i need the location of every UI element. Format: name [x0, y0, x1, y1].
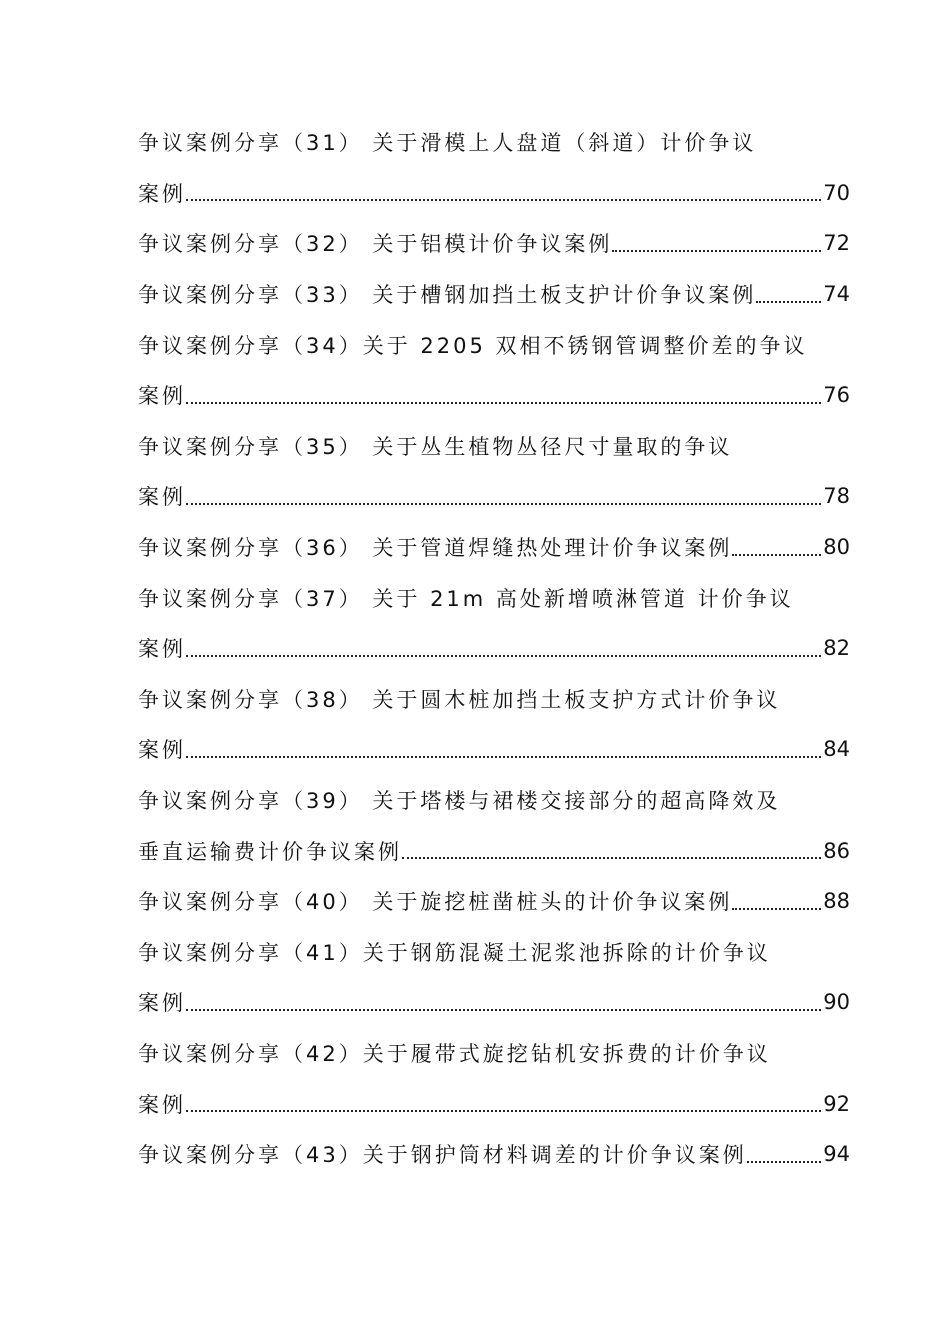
- dot-leader: [186, 1093, 821, 1114]
- dot-leader: [186, 739, 821, 760]
- toc-entry-title: 争议案例分享（32） 关于铝模计价争议案例: [138, 232, 613, 257]
- toc-entry-41-line1[interactable]: [138, 927, 850, 978]
- toc-entry-33[interactable]: [138, 269, 850, 320]
- toc-page-number: 74: [823, 282, 850, 307]
- toc-entry-title-cont: 案例: [138, 384, 186, 409]
- dot-leader: [747, 1144, 822, 1165]
- toc-entry-42-line2[interactable]: [138, 1078, 850, 1129]
- toc-page-number: 90: [823, 990, 850, 1015]
- toc-page-number: 76: [823, 383, 850, 408]
- toc-page-number: 92: [823, 1091, 850, 1116]
- toc-entry-34-line2[interactable]: [138, 370, 850, 421]
- toc-entry-title-cont: 案例: [138, 485, 186, 510]
- dot-leader: [186, 992, 821, 1013]
- toc-entry-title: 争议案例分享（35） 关于丛生植物丛径尺寸量取的争议: [138, 434, 733, 459]
- toc-entry-title-cont: 案例: [138, 1092, 186, 1117]
- toc-entry-34-line1[interactable]: [138, 319, 850, 370]
- dot-leader: [732, 537, 821, 558]
- toc-entry-title: 争议案例分享（40） 关于旋挖桩凿桩头的计价争议案例: [138, 890, 733, 915]
- toc-entry-35-line2[interactable]: [138, 471, 850, 522]
- toc-page-number: 94: [823, 1142, 850, 1167]
- toc-entry-32[interactable]: [138, 218, 850, 269]
- toc-page-number: 80: [823, 535, 850, 560]
- toc-entry-38-line1[interactable]: [138, 674, 850, 725]
- toc-page-number: 86: [823, 838, 850, 863]
- toc-entry-title: 争议案例分享（34）关于 2205 双相不锈钢管调整价差的争议: [138, 333, 808, 358]
- toc-entry-title: 争议案例分享（33） 关于槽钢加挡土板支护计价争议案例: [138, 283, 757, 308]
- toc-entry-title: 争议案例分享（36） 关于管道焊缝热处理计价争议案例: [138, 536, 733, 561]
- dot-leader: [186, 486, 821, 507]
- toc-entry-31-line2[interactable]: [138, 168, 850, 219]
- toc-entry-42-line1[interactable]: [138, 1028, 850, 1079]
- toc-entry-title: 争议案例分享（41）关于钢筋混凝土泥浆池拆除的计价争议: [138, 940, 771, 965]
- toc-entry-37-line1[interactable]: [138, 572, 850, 623]
- toc-entry-35-line1[interactable]: [138, 421, 850, 472]
- toc-entry-title-cont: 案例: [138, 637, 186, 662]
- toc-page-number: 78: [823, 484, 850, 509]
- dot-leader: [186, 385, 821, 406]
- toc-entry-31-line1[interactable]: [138, 117, 850, 168]
- toc-entry-title-cont: 案例: [138, 181, 186, 206]
- toc-entry-43[interactable]: [138, 1129, 850, 1180]
- toc-page-number: 72: [823, 231, 850, 256]
- dot-leader: [756, 284, 821, 305]
- toc-entry-title: 争议案例分享（43）关于钢护筒材料调差的计价争议案例: [138, 1143, 747, 1168]
- toc-entry-title-cont: 垂直运输费计价争议案例: [138, 839, 402, 864]
- toc-entry-title: 争议案例分享（38） 关于圆木桩加挡土板支护方式计价争议: [138, 687, 781, 712]
- toc-entry-39-line1[interactable]: [138, 775, 850, 826]
- dot-leader: [612, 233, 821, 254]
- toc-entry-39-line2[interactable]: [138, 825, 850, 876]
- toc-page-number: 88: [823, 889, 850, 914]
- toc-entry-title: 争议案例分享（31） 关于滑模上人盘道（斜道）计价争议: [138, 131, 757, 156]
- toc-page-number: 82: [823, 636, 850, 661]
- toc-entry-title: 争议案例分享（42）关于履带式旋挖钻机安拆费的计价争议: [138, 1041, 771, 1066]
- toc-entry-40[interactable]: [138, 876, 850, 927]
- toc-entry-38-line2[interactable]: [138, 724, 850, 775]
- toc-page-number: 84: [823, 737, 850, 762]
- dot-leader: [186, 182, 821, 203]
- dot-leader: [732, 891, 821, 912]
- dot-leader: [186, 638, 821, 659]
- toc-entry-36[interactable]: [138, 522, 850, 573]
- toc-entry-title: 争议案例分享（39） 关于塔楼与裙楼交接部分的超高降效及: [138, 789, 781, 814]
- toc-entry-title-cont: 案例: [138, 991, 186, 1016]
- table-of-contents: [138, 117, 850, 1179]
- toc-entry-title-cont: 案例: [138, 738, 186, 763]
- toc-entry-title: 争议案例分享（37） 关于 21m 高处新增喷淋管道 计价争议: [138, 586, 794, 611]
- toc-entry-37-line2[interactable]: [138, 623, 850, 674]
- toc-entry-41-line2[interactable]: [138, 977, 850, 1028]
- toc-page-number: 70: [823, 180, 850, 205]
- dot-leader: [402, 840, 821, 861]
